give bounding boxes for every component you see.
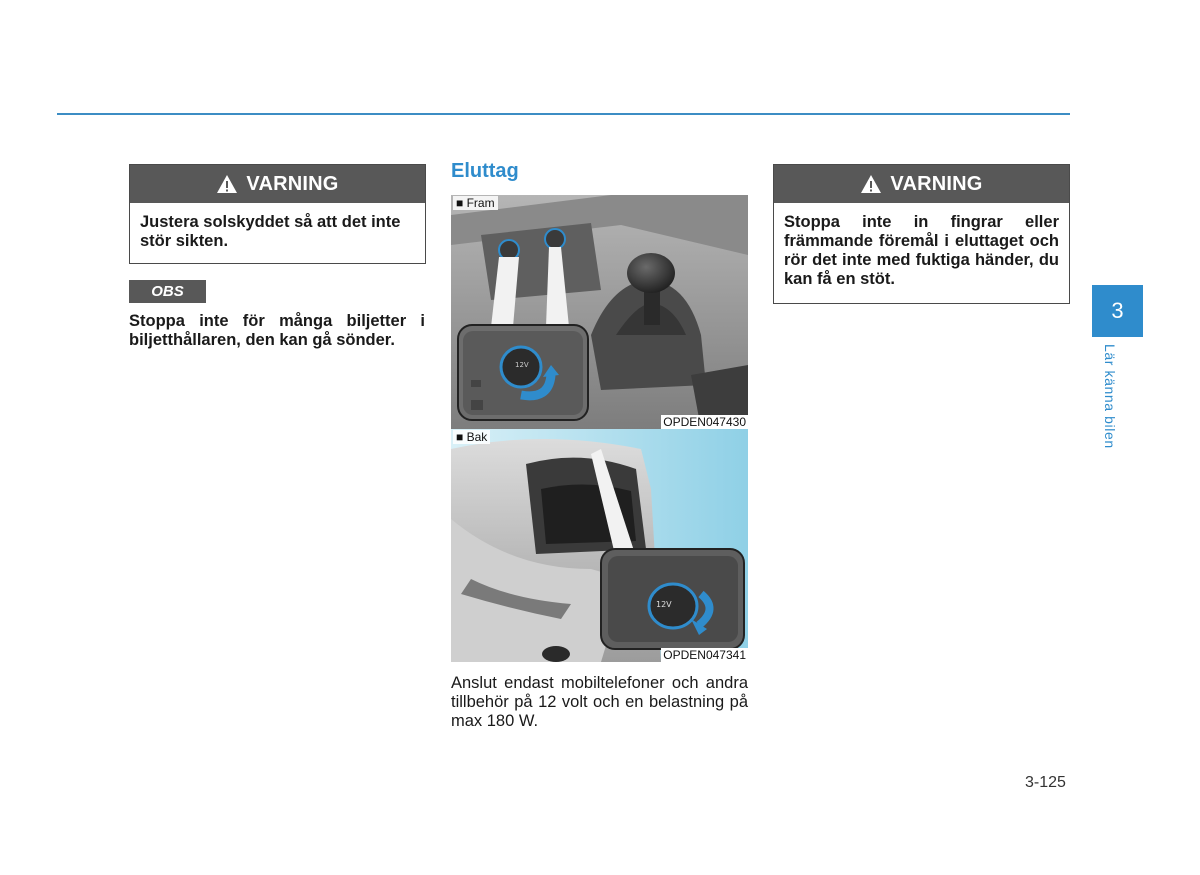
- figure-label: ■ Fram: [453, 196, 498, 210]
- section-title: Eluttag: [451, 160, 519, 182]
- warning-title: VARNING: [890, 172, 983, 195]
- warning-text: Justera solskyddet så att det inte stör sikten.: [140, 213, 401, 250]
- figure-label: ■ Bak: [453, 430, 490, 444]
- chapter-title-vertical: [1100, 344, 1120, 474]
- rear-trunk-illustration: [451, 429, 748, 662]
- obs-tag: OBS: [129, 280, 206, 303]
- warning-triangle-icon: [216, 174, 238, 194]
- figure-rear-socket: [451, 429, 748, 662]
- figure-code: OPDEN047341: [663, 648, 746, 662]
- warning-triangle-icon: [860, 174, 882, 194]
- svg-text:12V: 12V: [515, 361, 529, 369]
- page-number: 3-125: [1025, 774, 1066, 791]
- warning-header: [130, 165, 425, 203]
- chapter-title: Lär känna bilen: [1102, 344, 1118, 449]
- obs-text: Stoppa inte för många biljetter i biljetthållaren, den kan gå sönder.: [129, 312, 425, 349]
- warning-header: [774, 165, 1069, 203]
- warning-box-right: [773, 164, 1070, 304]
- chapter-number-tab: 3: [1092, 285, 1143, 337]
- front-console-illustration: [451, 195, 748, 429]
- section-body-text: Anslut endast mobiltelefoner och andra tillbehör på 12 volt och en belastning på max 180 W.: [451, 674, 748, 730]
- figure-front-socket: [451, 195, 748, 429]
- header-rule: [57, 113, 1070, 115]
- warning-title: VARNING: [246, 172, 339, 195]
- warning-box-left: [129, 164, 426, 264]
- warning-text: Stoppa inte in fingrar eller främmande föremål i eluttaget och rör det inte med fuktiga händer, du kan få en stöt.: [784, 213, 1059, 288]
- figure-code: OPDEN047430: [663, 415, 746, 429]
- svg-text:12V: 12V: [656, 600, 672, 609]
